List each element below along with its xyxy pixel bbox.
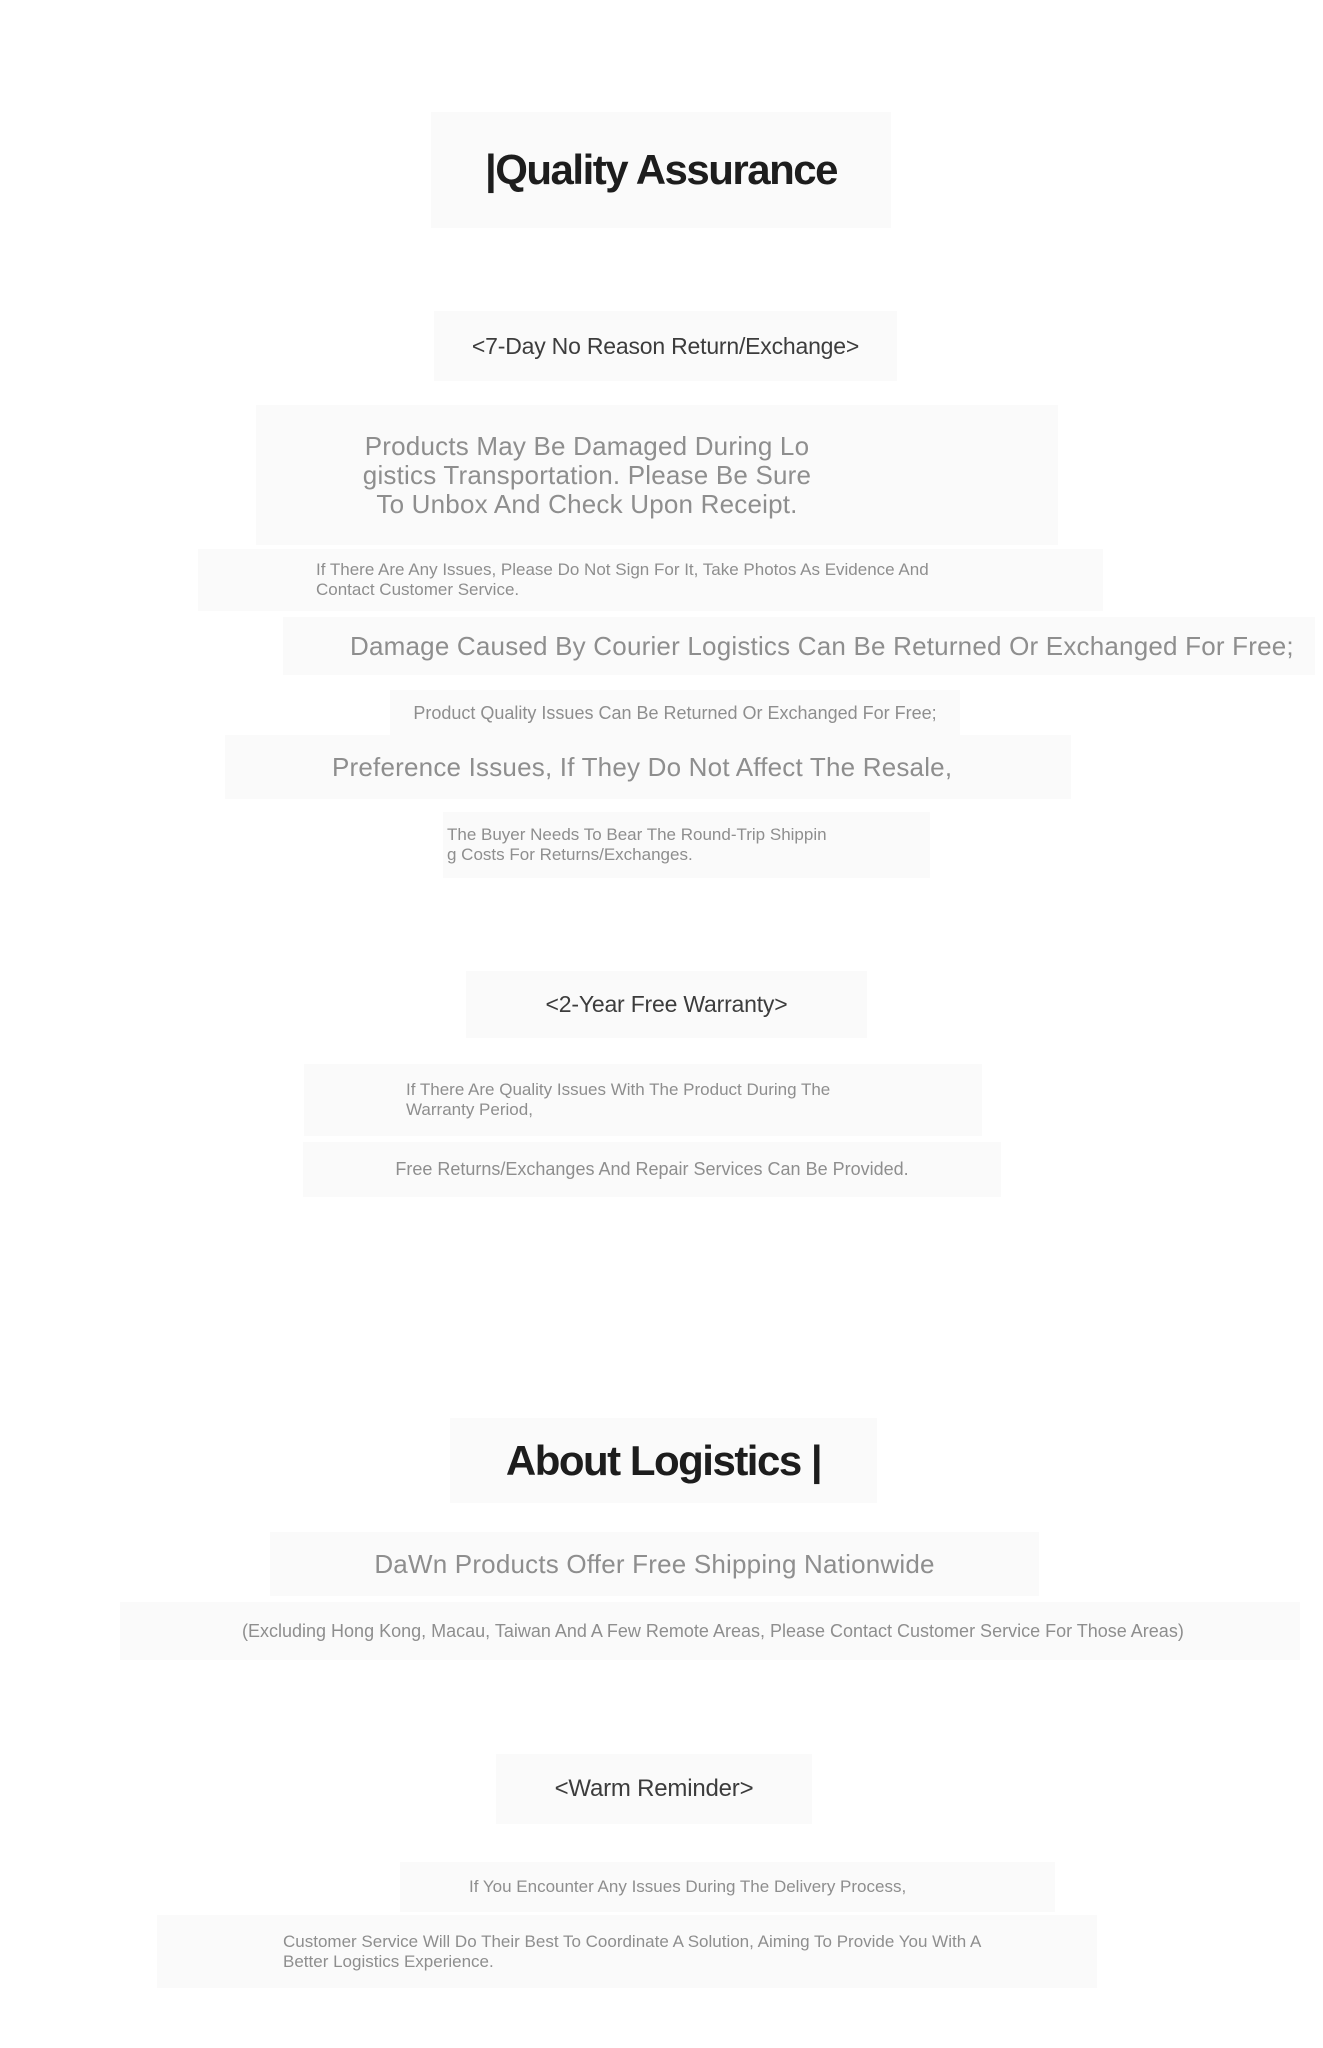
warranty-note-block — [304, 1064, 982, 1136]
issues-note-line: Contact Customer Service. — [316, 580, 520, 599]
warranty-note-line: If There Are Quality Issues With The Product During The — [406, 1080, 831, 1099]
warranty-heading: <2-Year Free Warranty> — [545, 991, 788, 1017]
preference-line: Preference Issues, If They Do Not Affect The Resale, — [332, 751, 953, 782]
about-logistics-title: About Logistics | — [505, 1436, 822, 1484]
customer-service-note-block — [157, 1915, 1097, 1988]
product-quality-line: Product Quality Issues Can Be Returned Or Exchanged For Free; — [413, 702, 937, 723]
customer-service-note-line: Better Logistics Experience. — [283, 1951, 494, 1971]
shipping-exclusions-line: (Excluding Hong Kong, Macau, Taiwan And A Few Remote Areas, Please Contact Customer Service For Those Areas) — [242, 1620, 1184, 1641]
quality-assurance-title: |Quality Assurance — [484, 146, 837, 193]
warranty-services-block — [303, 1142, 1001, 1197]
damage-paragraph-line: Products May Be Damaged During Lo — [364, 430, 810, 461]
damage-paragraph-line: To Unbox And Check Upon Receipt. — [376, 488, 798, 519]
warranty-services-line: Free Returns/Exchanges And Repair Services Can Be Provided. — [395, 1159, 909, 1179]
delivery-issues-line-block — [400, 1862, 1055, 1912]
quality-assurance-section-header — [431, 112, 891, 228]
issues-note-block — [198, 549, 1103, 611]
damage-paragraph-line: gistics Transportation. Please Be Sure — [362, 459, 812, 490]
preference-line-block — [225, 735, 1071, 799]
shipping-cost-note-line: g Costs For Returns/Exchanges. — [447, 845, 693, 864]
delivery-issues-line: If You Encounter Any Issues During The Delivery Process, — [469, 1877, 907, 1896]
damage-paragraph — [352, 432, 822, 519]
damage-paragraph-block — [256, 405, 1058, 545]
courier-damage-line-block — [283, 617, 1315, 675]
seven-day-return-heading-block — [434, 311, 897, 381]
shipping-cost-note-block — [443, 812, 930, 878]
about-logistics-section-header — [450, 1418, 877, 1503]
warm-reminder-heading: <Warm Reminder> — [554, 1775, 754, 1802]
warranty-heading-block — [466, 971, 867, 1038]
shipping-exclusions-block — [120, 1602, 1300, 1660]
issues-note-line: If There Are Any Issues, Please Do Not Sign For It, Take Photos As Evidence And — [316, 560, 929, 579]
warranty-note-line: Warranty Period, — [406, 1100, 533, 1119]
free-shipping-line: DaWn Products Offer Free Shipping Nationwide — [374, 1548, 935, 1579]
courier-damage-line: Damage Caused By Courier Logistics Can Be Returned Or Exchanged For Free; — [350, 630, 1294, 661]
warm-reminder-heading-block — [496, 1754, 812, 1824]
seven-day-return-heading: <7-Day No Reason Return/Exchange> — [471, 332, 860, 359]
free-shipping-line-block — [270, 1532, 1039, 1596]
shipping-cost-note-line: The Buyer Needs To Bear The Round-Trip Shippin — [447, 825, 827, 844]
product-quality-line-block — [390, 690, 960, 736]
customer-service-note-line: Customer Service Will Do Their Best To Coordinate A Solution, Aiming To Provide You With A — [283, 1931, 982, 1951]
